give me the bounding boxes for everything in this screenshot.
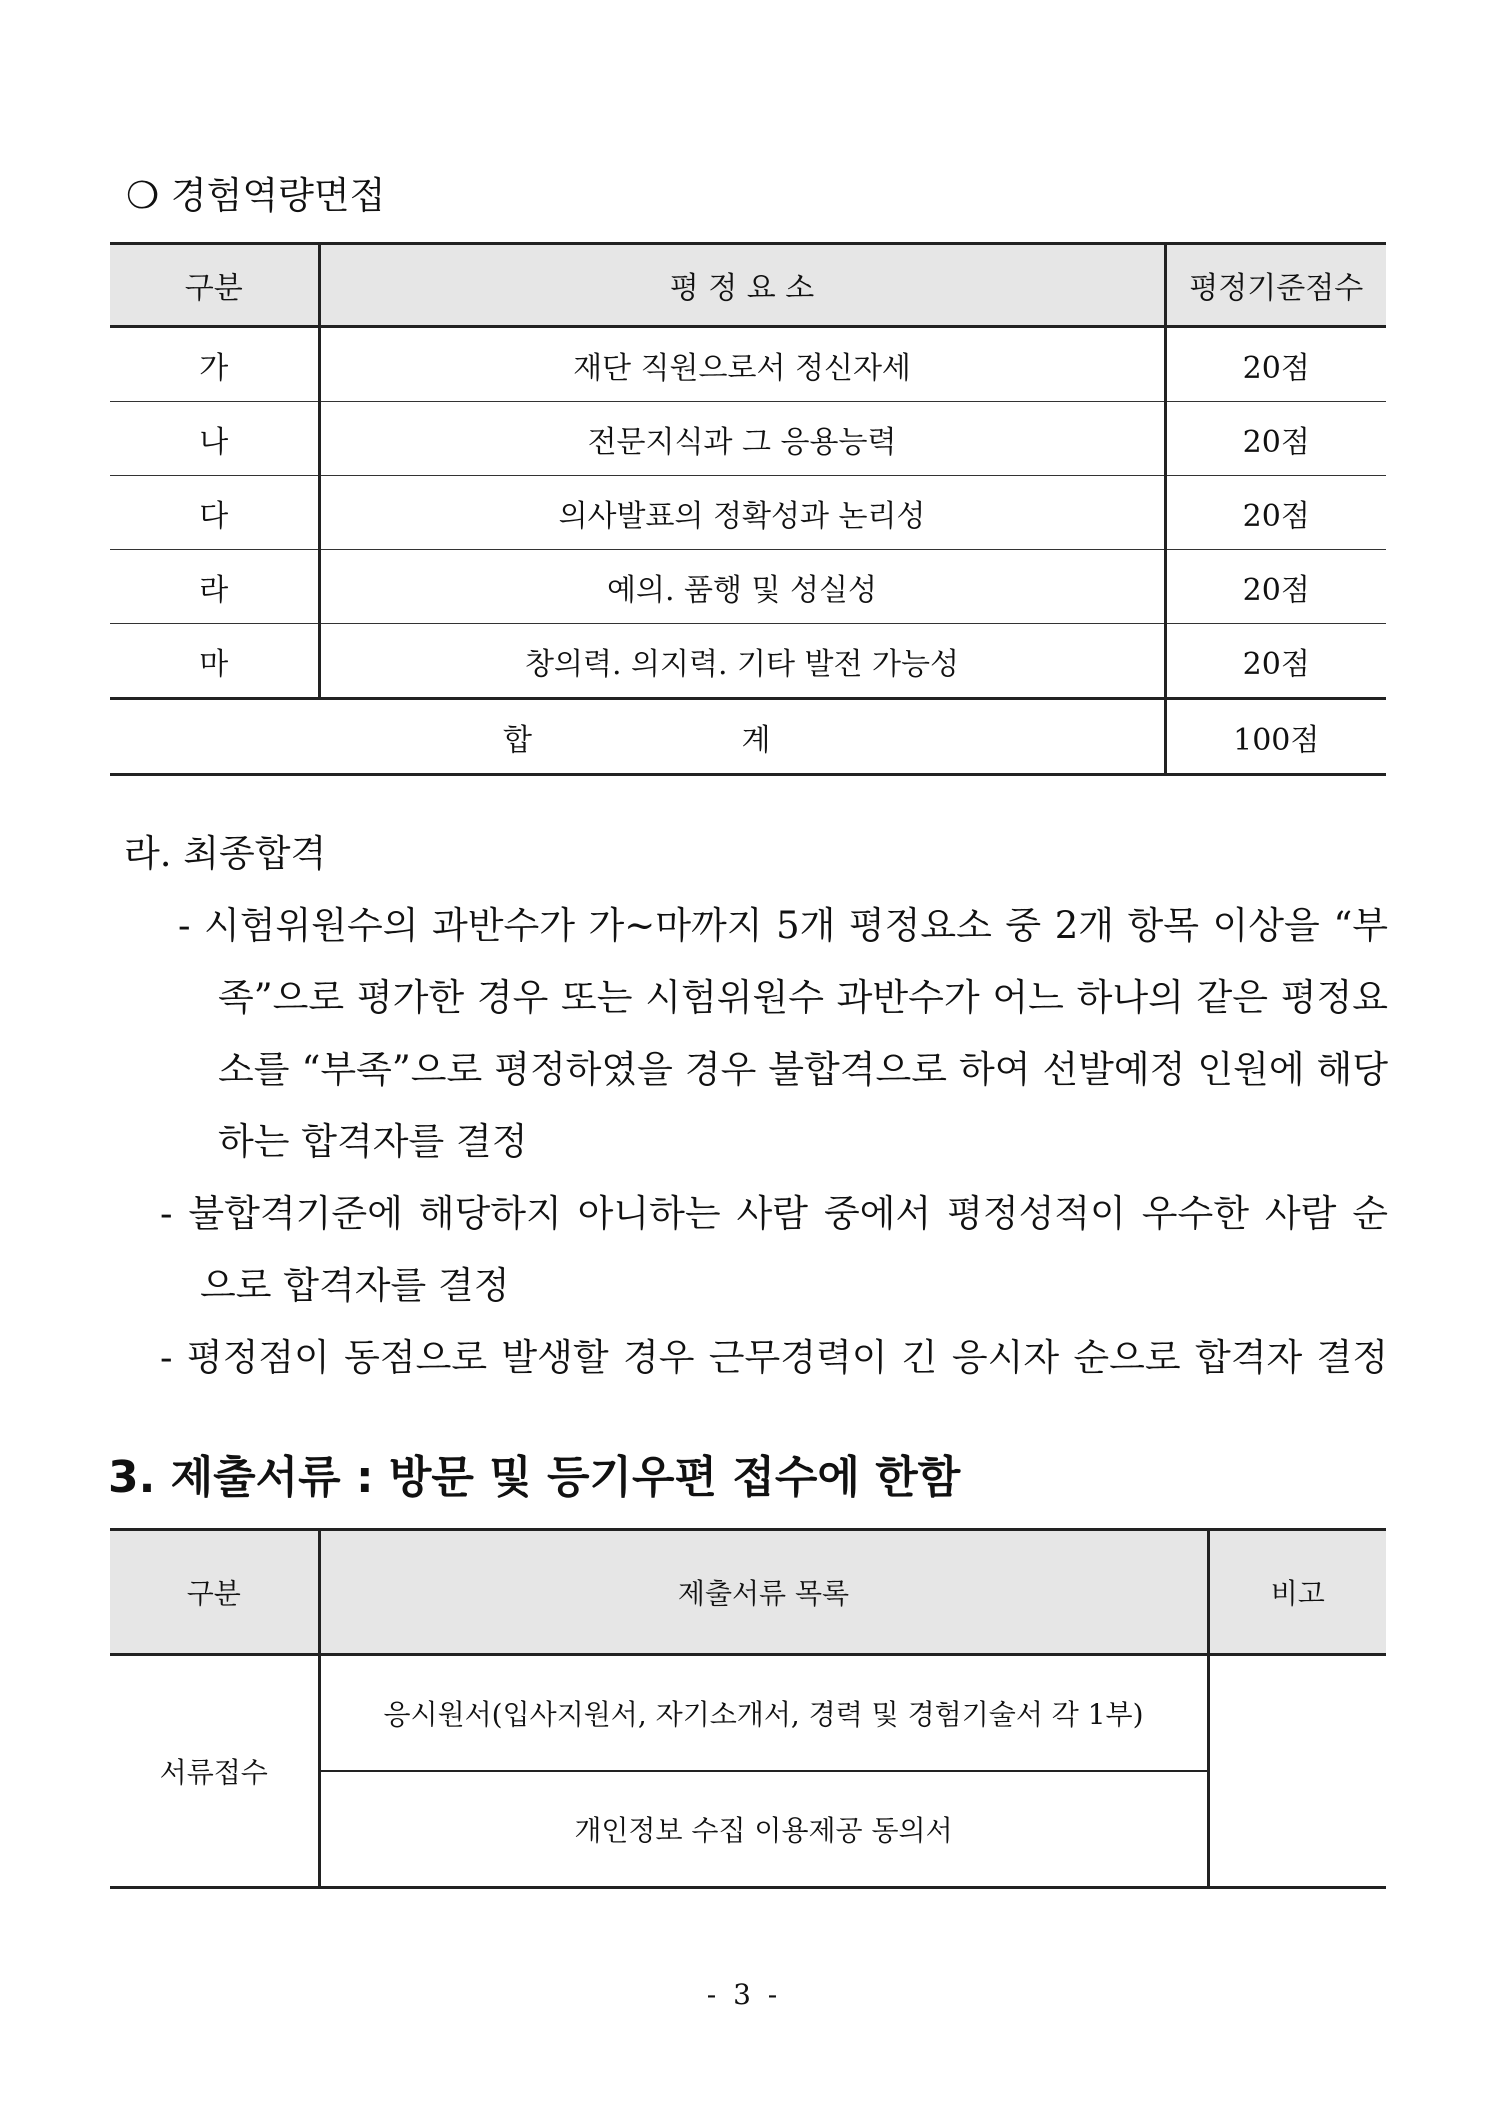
- document-item: 개인정보 수집 이용제공 동의서: [319, 1771, 1208, 1888]
- table-row: [110, 1655, 1386, 1772]
- final-pass-text-line: 족”으로 평가한 경우 또는 시험위원수 과반수가 어느 하나의 같은 평정요: [218, 976, 1388, 1019]
- row-element: 창의력. 의지력. 기타 발전 가능성: [319, 624, 1165, 699]
- total-label: 합 계: [110, 699, 1165, 775]
- row-score: 20점: [1165, 327, 1386, 402]
- total-score: 100점: [1165, 699, 1386, 775]
- interview-criteria-table: [110, 242, 1386, 776]
- category-cell: 서류접수: [110, 1655, 319, 1888]
- table-header-row: [110, 1530, 1386, 1655]
- row-id: 다: [110, 476, 319, 550]
- header-documents: 제출서류 목록: [319, 1530, 1208, 1655]
- page-number: - 3 -: [706, 1978, 782, 2011]
- row-id: 나: [110, 402, 319, 476]
- header-element: 평 정 요 소: [319, 244, 1165, 327]
- row-score: 20점: [1165, 476, 1386, 550]
- row-element: 재단 직원으로서 정신자세: [319, 327, 1165, 402]
- row-score: 20점: [1165, 550, 1386, 624]
- row-element: 의사발표의 정확성과 논리성: [319, 476, 1165, 550]
- note-cell: [1208, 1655, 1386, 1888]
- header-category: 구분: [110, 1530, 319, 1655]
- final-pass-text-line: 으로 합격자를 결정: [200, 1264, 510, 1307]
- header-score: 평정기준점수: [1165, 244, 1386, 327]
- table-row: [110, 624, 1386, 699]
- final-pass-heading: 라. 최종합격: [124, 832, 327, 875]
- row-score: 20점: [1165, 402, 1386, 476]
- documents-table: [110, 1528, 1386, 1889]
- final-pass-text-line: - 시험위원수의 과반수가 가~마까지 5개 평정요소 중 2개 항목 이상을 “부: [178, 904, 1388, 947]
- row-element: 예의. 품행 및 성실성: [319, 550, 1165, 624]
- row-element: 전문지식과 그 응용능력: [319, 402, 1165, 476]
- table-header-row: [110, 244, 1386, 327]
- table-row: [110, 327, 1386, 402]
- table-row: [110, 550, 1386, 624]
- table-row: [110, 402, 1386, 476]
- document-item: 응시원서(입사지원서, 자기소개서, 경력 및 경험기술서 각 1부): [319, 1655, 1208, 1772]
- final-pass-text-line: 소를 “부족”으로 평정하였을 경우 불합격으로 하여 선발예정 인원에 해당: [218, 1048, 1388, 1091]
- header-note: 비고: [1208, 1530, 1386, 1655]
- row-score: 20점: [1165, 624, 1386, 699]
- row-id: 라: [110, 550, 319, 624]
- final-pass-text-line: - 평정점이 동점으로 발생할 경우 근무경력이 긴 응시자 순으로 합격자 결정: [160, 1336, 1388, 1379]
- final-pass-text-line: 하는 합격자를 결정: [218, 1120, 528, 1163]
- section-title-interview: ❍ 경험역량면접: [126, 174, 386, 217]
- row-id: 마: [110, 624, 319, 699]
- final-pass-text-line: - 불합격기준에 해당하지 아니하는 사람 중에서 평정성적이 우수한 사람 순: [160, 1192, 1388, 1235]
- total-row: [110, 699, 1386, 775]
- table-row: [110, 476, 1386, 550]
- row-id: 가: [110, 327, 319, 402]
- section-title-documents: 3. 제출서류 : 방문 및 등기우편 접수에 한함: [108, 1452, 961, 1503]
- header-category: 구분: [110, 244, 319, 327]
